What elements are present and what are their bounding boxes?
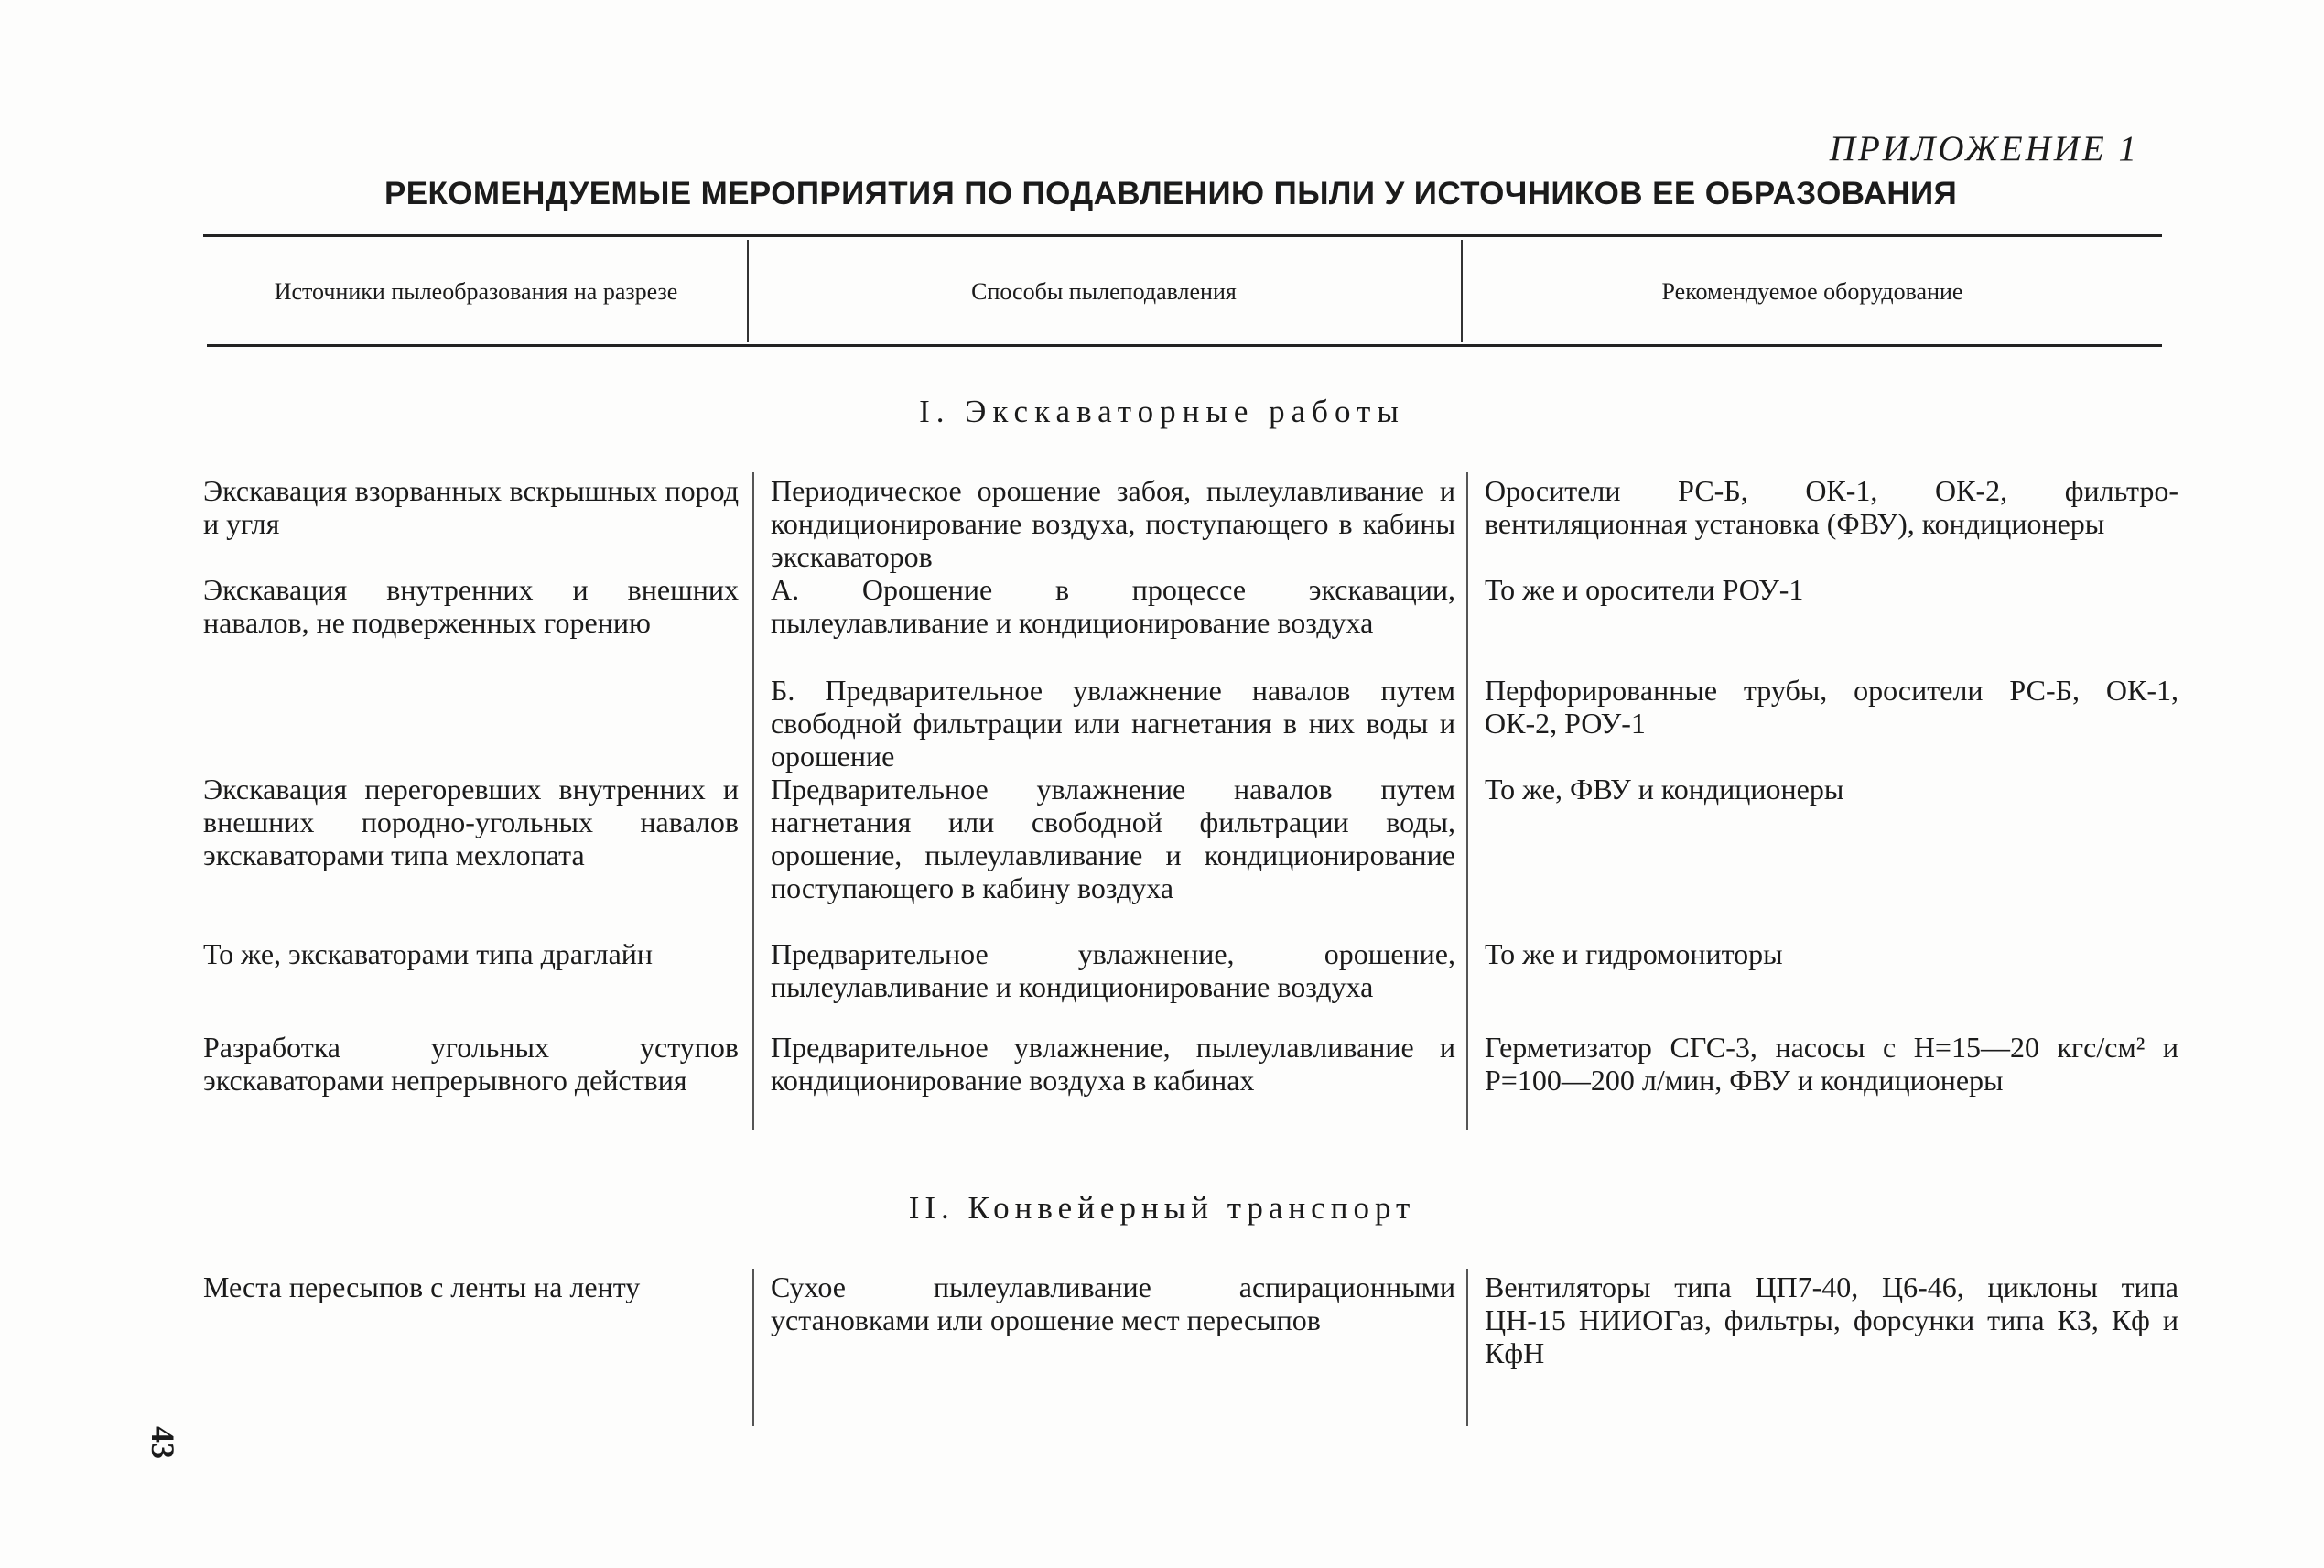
table-cell-equipment: То же, ФВУ и кондиционеры bbox=[1485, 773, 1844, 806]
section-title-excavation: I. Экскаваторные работы bbox=[919, 394, 1405, 429]
table-cell-method: Сухое пылеулавливание аспирационными установками или орошение мест пересыпов bbox=[771, 1271, 1455, 1336]
appendix-label: ПРИЛОЖЕНИЕ 1 bbox=[1829, 129, 2139, 168]
table-cell-source: Места пересыпов с ленты на ленту bbox=[203, 1271, 641, 1303]
page-title: РЕКОМЕНДУЕМЫЕ МЕРОПРИЯТИЯ ПО ПОДАВЛЕНИЮ ПЫЛИ У ИСТОЧНИКОВ ЕЕ ОБРАЗОВАНИЯ bbox=[384, 176, 1958, 211]
body-divider-1-section-1 bbox=[752, 472, 754, 1130]
page-number: 43 bbox=[145, 1426, 181, 1459]
table-cell-method: Предварительное увлажнение навалов путем нагнетания или свободной фильтрации воды, орошение, пылеулавливание и кондиционирование поступающего в кабину воздуха bbox=[771, 773, 1455, 904]
table-cell-equipment: Оросители РС-Б, ОК-1, ОК-2, фильтро-вентиляционная установка (ФВУ), кондиционеры bbox=[1485, 474, 2178, 540]
table-cell-method: Предварительное увлажнение, пылеулавливание и кондиционирование воздуха в кабинах bbox=[771, 1031, 1455, 1097]
table-cell-method: Предварительное увлажнение, орошение, пылеулавливание и кондиционирование воздуха bbox=[771, 937, 1455, 1003]
table-cell-equipment: То же и гидромониторы bbox=[1485, 937, 1783, 970]
table-cell-source: Экскавация перегоревших внутренних и внешних породно-угольных навалов экскаваторами типа мехлопата bbox=[203, 773, 739, 871]
body-divider-2-section-1 bbox=[1466, 472, 1468, 1130]
table-cell-method: Б. Предварительное увлажнение навалов путем свободной фильтрации или нагнетания в них воды и орошение bbox=[771, 674, 1455, 773]
table-cell-source: То же, экскаваторами типа драглайн bbox=[203, 937, 654, 970]
column-header-equipment: Рекомендуемое оборудование bbox=[1661, 278, 1963, 305]
section-title-conveyor: II. Конвейерный транспорт bbox=[908, 1190, 1416, 1226]
table-cell-equipment: Перфорированные трубы, оросители РС-Б, ОК-1, ОК-2, РОУ-1 bbox=[1485, 674, 2178, 740]
body-divider-2-section-2 bbox=[1466, 1269, 1468, 1426]
table-header-bottom-rule bbox=[207, 344, 2162, 347]
column-header-source: Источники пылеобразования на разрезе bbox=[274, 278, 678, 305]
table-cell-equipment: Герметизатор СГС-3, насосы с H=15—20 кгс/см² и P=100—200 л/мин, ФВУ и кондиционеры bbox=[1485, 1031, 2178, 1097]
table-cell-source: Экскавация взорванных вскрышных пород и угля bbox=[203, 474, 739, 540]
table-cell-equipment: Вентиляторы типа ЦП7-40, Ц6-46, циклоны типа ЦН-15 НИИОГаз, фильтры, форсунки типа КЗ, Кф и КфН bbox=[1485, 1271, 2178, 1369]
table-cell-equipment: То же и оросители РОУ-1 bbox=[1485, 573, 1804, 606]
body-divider-1-section-2 bbox=[752, 1269, 754, 1426]
table-cell-method: Периодическое орошение забоя, пылеулавливание и кондиционирование воздуха, поступающего в кабины экскаваторов bbox=[771, 474, 1455, 573]
table-cell-method: А. Орошение в процессе экскавации, пылеулавливание и кондиционирование воздуха bbox=[771, 573, 1455, 639]
table-cell-source: Экскавация внутренних и внешних навалов, не подверженных горению bbox=[203, 573, 739, 639]
table-cell-source: Разработка угольных уступов экскаваторами непрерывного действия bbox=[203, 1031, 739, 1097]
table-top-rule bbox=[203, 234, 2162, 237]
column-header-method: Способы пылеподавления bbox=[971, 278, 1237, 305]
